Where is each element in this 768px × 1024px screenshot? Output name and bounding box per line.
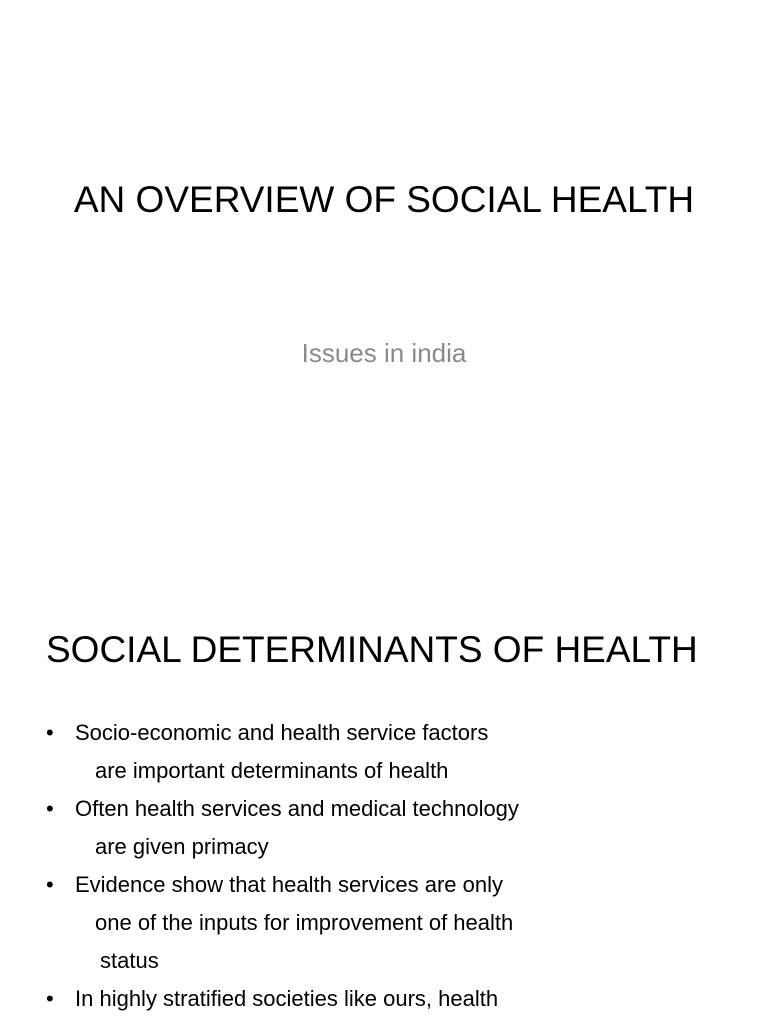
bullet-item: [46, 790, 746, 866]
bullet-text-line: Socio-economic and health service factors: [75, 720, 489, 745]
bullet-item: [46, 866, 746, 980]
slide-social-determinants: [0, 576, 768, 1024]
bullet-text-line: are important determinants of health: [95, 758, 449, 783]
bullet-icon: •: [46, 796, 54, 821]
bullet-icon: •: [46, 986, 54, 1011]
bullet-text-line: one of the inputs for improvement of health: [95, 910, 514, 935]
slide-subtitle: Issues in india: [301, 338, 467, 368]
bullet-text-line: Often health services and medical technology: [75, 796, 519, 821]
slide-title-heading: AN OVERVIEW OF SOCIAL HEALTH: [73, 179, 695, 220]
bullet-text-line: Evidence show that health services are only: [75, 872, 504, 897]
bullet-item: [46, 980, 746, 1018]
bullet-item: [46, 714, 746, 790]
bullet-text-line: In highly stratified societies like ours, health: [75, 986, 499, 1011]
bullet-text-line: status: [100, 948, 159, 973]
bullet-text-line: are given primacy: [95, 834, 269, 859]
bullet-icon: •: [46, 872, 54, 897]
slide-heading: SOCIAL DETERMINANTS OF HEALTH: [46, 629, 698, 670]
bullet-list: [46, 714, 746, 1018]
bullet-icon: •: [46, 720, 54, 745]
